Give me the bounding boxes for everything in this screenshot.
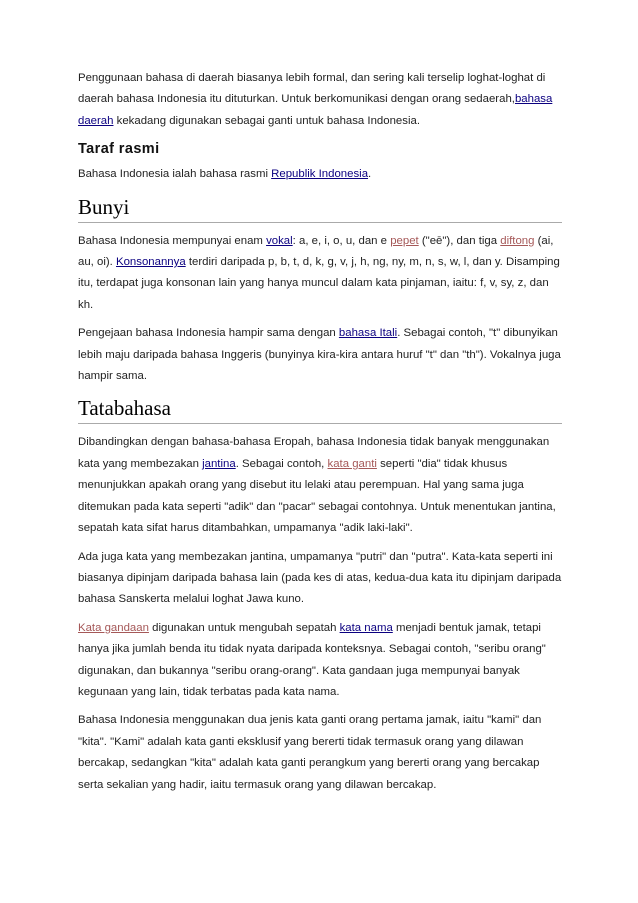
tatabahasa-text: digunakan untuk mengubah sepatah — [148, 621, 340, 634]
bunyi-text: ("eē"), dan tiga — [418, 234, 501, 247]
bunyi-text: terdiri daripada p, b, t, d, k, g, v, j, h, ng, ny, m, n, s, w, l, dan y. Disamping itu, terdapat juga konsonan lain yang hanya muncul dalam kata pinjaman, iaitu: f, v, sy, z, dan kh. — [78, 256, 560, 311]
tatabahasa-paragraph-3 — [78, 618, 562, 704]
link-konsonannya[interactable]: Konsonannya — [116, 256, 186, 269]
link-bahasa-daerah[interactable]: bahasa daerah — [78, 93, 553, 127]
intro-paragraph — [78, 68, 562, 132]
link-kata-nama[interactable]: kata nama — [339, 621, 393, 634]
heading-taraf-rasmi: Taraf rasmi — [78, 141, 160, 158]
link-jantina[interactable]: jantina — [202, 457, 236, 470]
tatabahasa-paragraph-4: Bahasa Indonesia menggunakan dua jenis kata ganti orang pertama jamak, iaitu "kami" dan "kita". "Kami" adalah kata ganti eksklusif yang bererti tidak termasuk orang yang dilawan bercakap, sedangkan "kita" adalah kata ganti perangkum yang bererti orang yang bercakap serta sekalian yang hadir, iaitu termasuk orang yang dilawan bercakap. — [78, 714, 542, 791]
link-diftong[interactable]: diftong — [500, 234, 535, 247]
link-vokal[interactable]: vokal — [266, 234, 293, 247]
link-republik-indonesia[interactable]: Republik Indonesia — [271, 168, 369, 181]
link-bahasa-itali[interactable]: bahasa Itali — [338, 327, 398, 340]
link-kata-gandaan[interactable]: Kata gandaan — [78, 621, 149, 634]
tatabahasa-text: . Sebagai contoh, — [235, 457, 328, 470]
bunyi-paragraph-2 — [78, 323, 562, 387]
bunyi-text: Pengejaan bahasa Indonesia hampir sama dengan — [78, 327, 339, 340]
taraf-text-end: . — [368, 168, 372, 181]
bunyi-paragraph-1 — [78, 231, 562, 317]
link-pepet[interactable]: pepet — [390, 234, 419, 247]
tatabahasa-paragraph-1 — [78, 432, 562, 539]
tatabahasa-text: seperti "dia" tidak khusus menunjukkan apakah orang yang disebut itu lelaki atau perempuan. Hal yang sama juga ditemukan pada kata seperti "adik" dan "pacar" sebagai contohnya. Untuk menentukan jantina, sepatah kata sifat harus ditambahkan, umpamanya "adik laki-laki". — [78, 457, 556, 535]
heading-bunyi: Bunyi — [78, 194, 562, 223]
article-body — [78, 68, 562, 803]
intro-text-end: kekadang digunakan sebagai ganti untuk bahasa Indonesia. — [113, 114, 420, 127]
tatabahasa-text: Dibandingkan dengan bahasa-bahasa Eropah, bahasa Indonesia tidak banyak menggunakan kata yang membezakan — [78, 436, 550, 470]
intro-text: Penggunaan bahasa di daerah biasanya lebih formal, dan sering kali terselip loghat-loghat di daerah bahasa Indonesia itu dituturkan. Untuk berkomunikasi dengan orang sedaerah, — [78, 72, 546, 106]
taraf-paragraph — [78, 164, 562, 185]
tatabahasa-paragraph-2: Ada juga kata yang membezakan jantina, umpamanya "putri" dan "putra". Kata-kata seperti ini biasanya dipinjam daripada bahasa lain (pada kes di atas, kedua-dua kata itu dipinjam daripada bahasa Sanskerta melalui loghat Jawa kuno. — [78, 550, 562, 606]
bunyi-text: (ai, au, oi). — [78, 234, 554, 269]
bunyi-text: Bahasa Indonesia mempunyai enam — [78, 234, 267, 247]
bunyi-text: : a, e, i, o, u, dan e — [292, 234, 391, 247]
taraf-text: Bahasa Indonesia ialah bahasa rasmi — [78, 168, 272, 181]
heading-tatabahasa: Tatabahasa — [78, 395, 562, 424]
bunyi-text: . Sebagai contoh, "t" dibunyikan lebih maju daripada bahasa Inggeris (bunyinya kira-kira antara huruf "t" dan "th"). Vokalnya juga hampir sama. — [78, 327, 561, 383]
link-kata-ganti[interactable]: kata ganti — [327, 457, 377, 470]
tatabahasa-text: menjadi bentuk jamak, tetapi hanya jika jumlah benda itu tidak nyata daripada konteksnya. Sebagai contoh, "seribu orang" digunakan, dan bukannya "seribu orang-orang". Kata gandaan juga mempunyai banyak kegunaan yang lain, tidak terbatas pada kata nama. — [78, 621, 546, 698]
